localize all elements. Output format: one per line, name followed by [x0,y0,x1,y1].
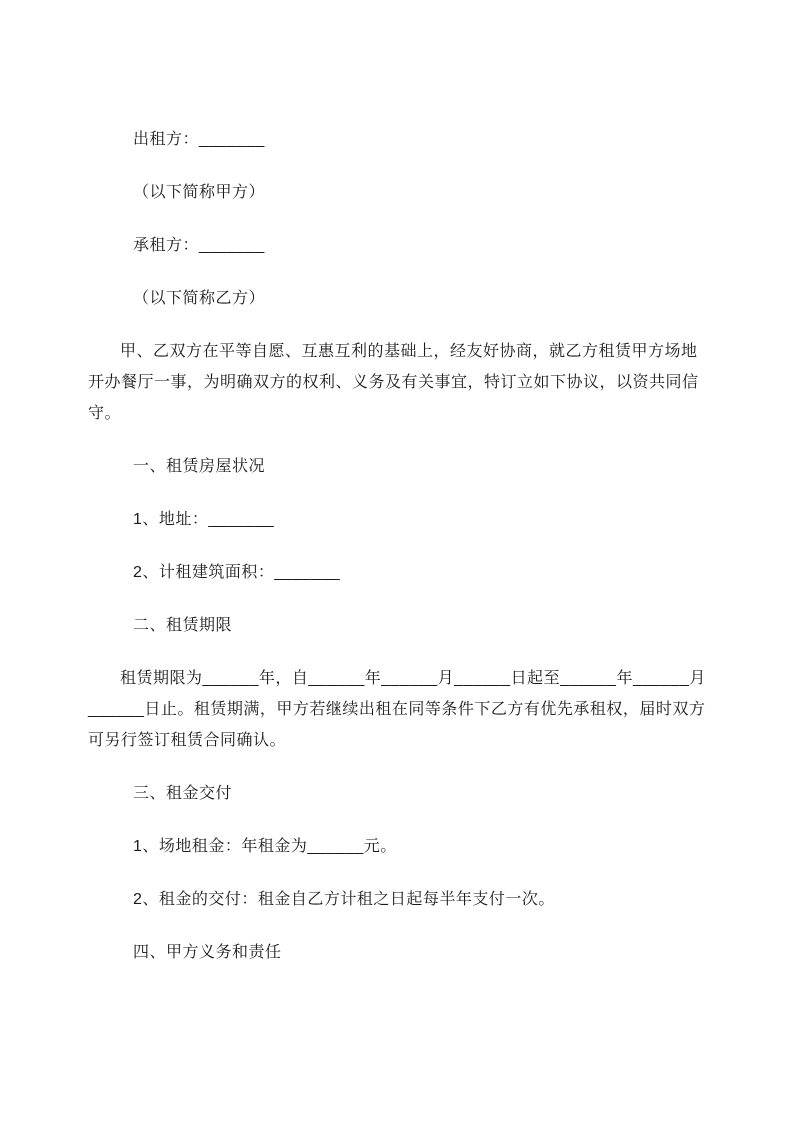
section-1-heading: 一、租赁房屋状况 [133,458,266,475]
lease-term-paragraph: 租赁期限为______年，自______年______月______日起至______年______月______日止。租赁期满，甲方若继续出租在同等条件下乙方有优先承租权，届时双方可另行签订租赁合同确认。 [88,670,706,749]
rent-payment-line: 2、租金的交付：租金自乙方计租之日起每半年支付一次。 [133,891,555,908]
preamble-paragraph: 甲、乙双方在平等自愿、互惠互利的基础上，经友好协商，就乙方租赁甲方场地开办餐厅一事，为明确双方的权利、义务及有关事宜，特订立如下协议，以资共同信守。 [88,343,699,422]
lessee-field-line: 承租方：_______ [133,237,265,254]
floor-area-field-line: 2、计租建筑面积：_______ [133,564,341,581]
rent-amount-line: 1、场地租金：年租金为______元。 [133,838,397,855]
section-4-heading: 四、甲方义务和责任 [133,944,282,961]
lessor-abbreviation-line: （以下简称甲方） [133,184,266,201]
address-field-line: 1、地址：_______ [133,511,275,528]
lessee-abbreviation-line: （以下简称乙方） [133,290,266,307]
section-3-heading: 三、租金交付 [133,785,233,802]
lessor-field-line: 出租方：_______ [133,131,265,148]
section-2-heading: 二、租赁期限 [133,617,233,634]
